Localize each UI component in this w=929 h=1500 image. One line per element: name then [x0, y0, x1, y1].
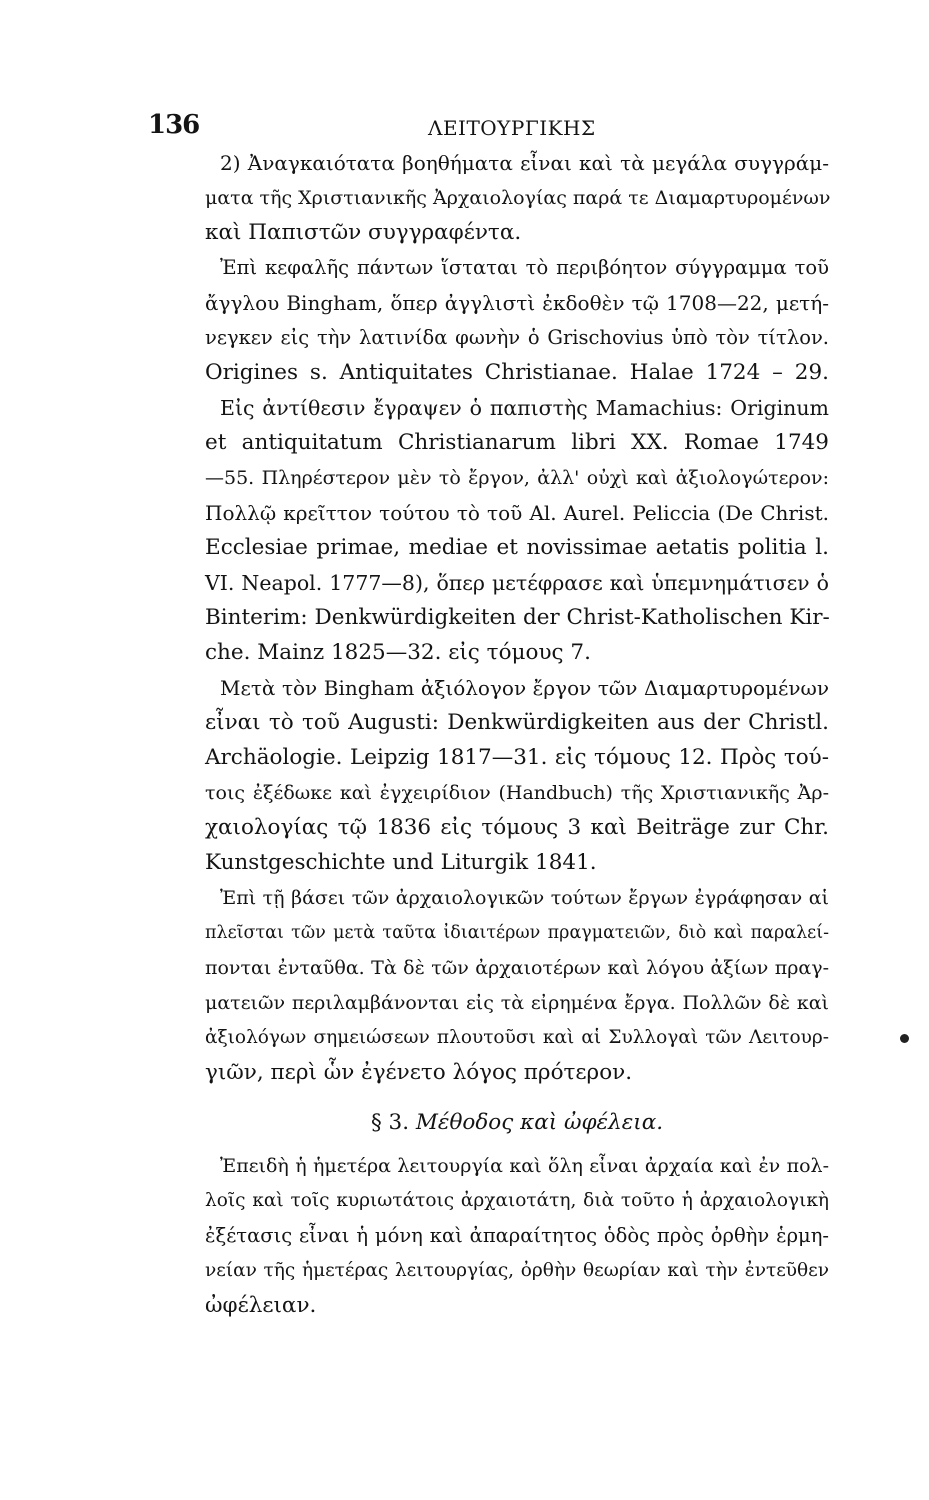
text-line: ἀξιολόγων σημειώσεων πλουτοῦσι καὶ αἱ Συλλογαὶ τῶν Λειτουρ- — [205, 1027, 829, 1048]
text-line: ἄγγλου Bingham, ὅπερ ἀγγλιστὶ ἐκδοθὲν τῷ 1708—22, μετή- — [205, 291, 829, 315]
text-line: ματα τῆς Χριστιανικῆς Ἀρχαιολογίας παρά τε Διαμαρτυρομένων — [205, 187, 831, 209]
text-line: che. Mainz 1825—32. εἰς τόμους 7. — [205, 640, 591, 665]
text-line: —55. Πληρέστερον μὲν τὸ ἔργον, ἀλλ' οὐχὶ καὶ ἀξιολογώτερον: — [205, 467, 829, 489]
text-line: Kunstgeschichte und Liturgik 1841. — [205, 850, 597, 875]
text-line: πλεῖσται τῶν μετὰ ταῦτα ἰδιαιτέρων πραγματειῶν, διὸ καὶ παραλεί- — [205, 923, 829, 943]
text-line: Ecclesiae primae, mediae et novissimae aetatis politia l. — [205, 535, 829, 560]
text-line: Origines s. Antiquitates Christianae. Halae 1724 – 29. — [205, 360, 829, 385]
text-line: χαιολογίας τῷ 1836 εἰς τόμους 3 καὶ Beiträge zur Chr. — [205, 815, 829, 840]
text-line: Ἐπὶ τῇ βάσει τῶν ἀρχαιολογικῶν τούτων ἔργων ἐγράφησαν αἱ — [220, 887, 829, 909]
text-line: νείαν τῆς ἡμετέρας λειτουργίας, ὀρθὴν θεωρίαν καὶ τὴν ἐντεῦθεν — [205, 1260, 829, 1281]
text-line: Εἰς ἀντίθεσιν ἔγραψεν ὁ παπιστὴς Mamachius: Originum — [220, 396, 829, 420]
section-symbol: § 3. — [370, 1110, 410, 1135]
text-line: Μετὰ τὸν Bingham ἀξιόλογον ἔργον τῶν Διαμαρτυρομένων — [220, 676, 829, 700]
text-line: Ἐπειδὴ ἡ ἡμετέρα λειτουργία καὶ ὅλη εἶναι ἀρχαία καὶ ἐν πολ- — [220, 1155, 829, 1177]
section-heading — [205, 1108, 829, 1138]
text-line: VI. Neapol. 1777—8), ὅπερ μετέφρασε καὶ ὑπεμνημάτισεν ὁ — [205, 571, 829, 595]
text-line: καὶ Παπιστῶν συγγραφέντα. — [205, 220, 522, 245]
text-line: εἶναι τὸ τοῦ Augusti: Denkwürdigkeiten aus der Christl. — [205, 710, 829, 735]
text-line: νεγκεν εἰς τὴν λατινίδα φωνὴν ὁ Grischovius ὑπὸ τὸν τίτλον. — [205, 326, 829, 349]
text-line: τοις ἐξέδωκε καὶ ἐγχειρίδιον (Handbuch) τῆς Χριστιανικῆς Ἀρ- — [205, 782, 829, 804]
text-line: Ἐπὶ κεφαλῆς πάντων ἵσταται τὸ περιβόητον σύγγραμμα τοῦ — [220, 256, 829, 279]
text-line: et antiquitatum Christianarum libri XX. Romae 1749 — [205, 430, 829, 455]
text-line: γιῶν, περὶ ὧν ἐγένετο λόγος πρότερον. — [205, 1060, 633, 1085]
text-line: Binterim: Denkwürdigkeiten der Christ-Katholischen Kir- — [205, 605, 830, 630]
text-line: λοῖς καὶ τοῖς κυριωτάτοις ἀρχαιοτάτη, διὰ τοῦτο ἡ ἀρχαιολογικὴ — [205, 1190, 829, 1211]
section-title: Μέθοδος καὶ ὠφέλεια. — [415, 1110, 664, 1135]
text-line: 2) Ἀναγκαιότατα βοηθήματα εἶναι καὶ τὰ μεγάλα συγγράμ- — [220, 151, 829, 175]
page-number: 136 — [148, 110, 200, 140]
text-line: ἐξέτασις εἶναι ἡ μόνη καὶ ἀπαραίτητος ὁδὸς πρὸς ὀρθὴν ἑρμη- — [205, 1224, 829, 1247]
margin-mark — [900, 1034, 909, 1043]
text-line: Πολλῷ κρεῖττον τούτου τὸ τοῦ Al. Aurel. Peliccia (De Christ. — [205, 501, 829, 525]
text-line: ματειῶν περιλαμβάνονται εἰς τὰ εἰρημένα ἔργα. Πολλῶν δὲ καὶ — [205, 992, 829, 1014]
text-line: πονται ἐνταῦθα. Τὰ δὲ τῶν ἀρχαιοτέρων καὶ λόγου ἀξίων πραγ- — [205, 957, 829, 979]
text-line: Archäologie. Leipzig 1817—31. εἰς τόμους 12. Πρὸς τού- — [205, 745, 829, 770]
text-line: ὠφέλειαν. — [205, 1293, 317, 1318]
running-head: ΛΕΙΤΟΥΡΓΙΚΗΣ — [428, 116, 596, 140]
